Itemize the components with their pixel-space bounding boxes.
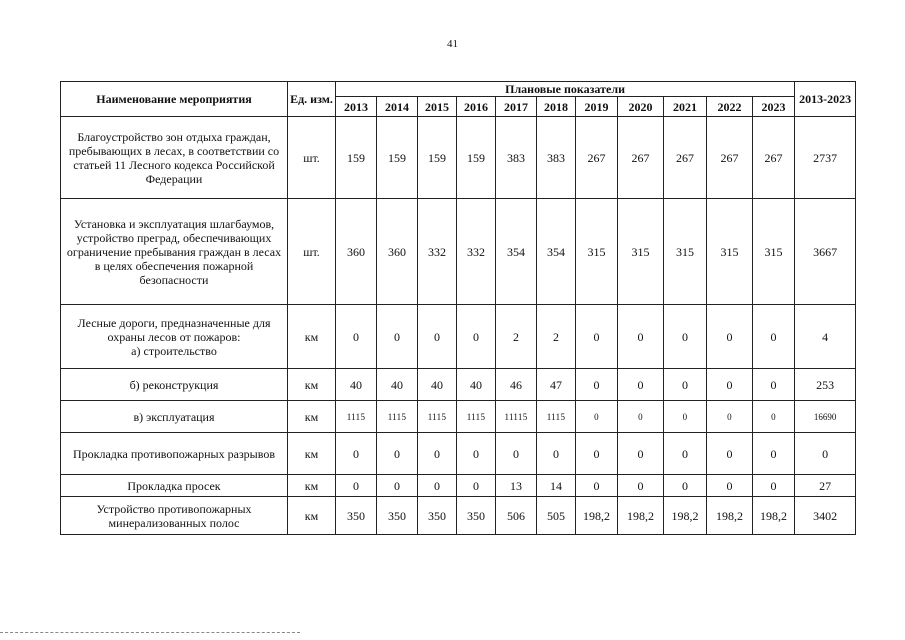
value-cell: 0 [457,305,496,369]
value-cell: 0 [753,401,795,433]
table-row [61,475,856,497]
row-unit: шт. [288,199,336,305]
value-cell: 350 [336,497,377,535]
value-cell: 360 [377,199,418,305]
row-unit: км [288,433,336,475]
value-cell: 315 [618,199,664,305]
value-cell: 0 [418,433,457,475]
value-cell: 0 [753,475,795,497]
value-cell: 0 [576,433,618,475]
value-cell: 0 [664,401,707,433]
table-row [61,199,856,305]
table-row [61,401,856,433]
value-cell: 267 [664,117,707,199]
row-name-text: Установка и эксплуатация шлагбаумов, устройство преград, обеспечивающих ограничение пребывания граждан в лесах в целях обеспечения пожарной безопасности [66,216,282,287]
value-cell: 0 [707,369,753,401]
row-name [61,199,288,305]
total-cell: 27 [795,475,856,497]
row-subname: а) строительство [131,343,217,358]
header-year: 2013 [336,97,377,117]
row-name [61,497,288,535]
value-cell: 383 [496,117,537,199]
row-unit: шт. [288,117,336,199]
header-year: 2019 [576,97,618,117]
table-row [61,117,856,199]
header-year: 2014 [377,97,418,117]
value-cell: 198,2 [664,497,707,535]
row-unit: км [288,305,336,369]
header-year: 2016 [457,97,496,117]
value-cell: 0 [496,433,537,475]
value-cell: 46 [496,369,537,401]
value-cell: 332 [418,199,457,305]
value-cell: 0 [618,401,664,433]
row-name-text: Прокладка противопожарных разрывов [72,446,275,461]
page-number: 41 [447,38,458,50]
value-cell: 506 [496,497,537,535]
value-cell: 267 [707,117,753,199]
value-cell: 1115 [457,401,496,433]
value-cell: 315 [753,199,795,305]
row-name [61,369,288,401]
value-cell: 13 [496,475,537,497]
total-cell: 4 [795,305,856,369]
value-cell: 0 [336,433,377,475]
value-cell: 159 [457,117,496,199]
value-cell: 350 [377,497,418,535]
value-cell: 198,2 [618,497,664,535]
value-cell: 0 [377,475,418,497]
value-cell: 0 [753,433,795,475]
value-cell: 0 [707,305,753,369]
value-cell: 0 [664,369,707,401]
header-year: 2022 [707,97,753,117]
value-cell: 0 [707,433,753,475]
plan-indicators-table [60,81,856,535]
value-cell: 267 [618,117,664,199]
value-cell: 505 [537,497,576,535]
value-cell: 0 [336,475,377,497]
table-row [61,305,856,369]
value-cell: 159 [418,117,457,199]
value-cell: 159 [336,117,377,199]
value-cell: 0 [753,369,795,401]
value-cell: 0 [576,475,618,497]
row-unit: км [288,369,336,401]
row-unit: км [288,401,336,433]
header-year: 2023 [753,97,795,117]
header-name: Наименование мероприятия [61,82,288,117]
value-cell: 0 [618,475,664,497]
value-cell: 0 [457,433,496,475]
row-name-text: в) эксплуатация [133,409,215,424]
value-cell: 40 [377,369,418,401]
value-cell: 315 [576,199,618,305]
row-name [61,117,288,199]
value-cell: 1115 [336,401,377,433]
value-cell: 0 [576,369,618,401]
value-cell: 360 [336,199,377,305]
table-row [61,369,856,401]
row-name [61,475,288,497]
value-cell: 0 [664,475,707,497]
value-cell: 332 [457,199,496,305]
row-name-text: Лесные дороги, предназначенные для охраны лесов от пожаров: [77,315,271,344]
row-name [61,401,288,433]
value-cell: 0 [336,305,377,369]
row-unit: км [288,475,336,497]
value-cell: 0 [664,433,707,475]
value-cell: 11115 [496,401,537,433]
value-cell: 267 [576,117,618,199]
value-cell: 0 [537,433,576,475]
row-name-text: Прокладка просек [127,478,221,493]
value-cell: 0 [377,305,418,369]
value-cell: 0 [707,475,753,497]
value-cell: 14 [537,475,576,497]
value-cell: 0 [418,305,457,369]
total-cell: 253 [795,369,856,401]
value-cell: 198,2 [707,497,753,535]
header-year: 2018 [537,97,576,117]
total-cell: 2737 [795,117,856,199]
header-year: 2020 [618,97,664,117]
value-cell: 315 [707,199,753,305]
value-cell: 354 [496,199,537,305]
value-cell: 2 [537,305,576,369]
total-cell: 0 [795,433,856,475]
row-name-text: Устройство противопожарных минерализованных полос [96,501,252,530]
value-cell: 198,2 [753,497,795,535]
row-unit: км [288,497,336,535]
table-row [61,433,856,475]
header-plan-indicators: Плановые показатели [336,82,795,97]
row-name-text: б) реконструкция [129,377,219,392]
value-cell: 315 [664,199,707,305]
value-cell: 0 [664,305,707,369]
total-cell: 16690 [795,401,856,433]
value-cell: 0 [457,475,496,497]
value-cell: 0 [418,475,457,497]
header-year: 2021 [664,97,707,117]
value-cell: 198,2 [576,497,618,535]
value-cell: 0 [618,305,664,369]
value-cell: 1115 [418,401,457,433]
value-cell: 159 [377,117,418,199]
table-row [61,497,856,535]
value-cell: 354 [537,199,576,305]
header-year: 2017 [496,97,537,117]
value-cell: 350 [418,497,457,535]
value-cell: 40 [336,369,377,401]
value-cell: 0 [707,401,753,433]
row-name-text: Благоустройство зон отдыха граждан, пребывающих в лесах, в соответствии со статьей 11 Лесного кодекса Российской Федерации [68,129,280,186]
value-cell: 40 [418,369,457,401]
value-cell: 40 [457,369,496,401]
value-cell: 0 [576,401,618,433]
value-cell: 47 [537,369,576,401]
value-cell: 0 [618,369,664,401]
value-cell: 383 [537,117,576,199]
header-unit: Ед. изм. [288,82,336,117]
value-cell: 2 [496,305,537,369]
scan-artifact-line [0,632,300,633]
total-cell: 3402 [795,497,856,535]
value-cell: 0 [618,433,664,475]
value-cell: 0 [753,305,795,369]
value-cell: 0 [377,433,418,475]
row-name [61,433,288,475]
value-cell: 350 [457,497,496,535]
header-total: 2013-2023 [795,82,856,117]
value-cell: 0 [576,305,618,369]
total-cell: 3667 [795,199,856,305]
header-year: 2015 [418,97,457,117]
row-name [61,305,288,369]
value-cell: 1115 [377,401,418,433]
value-cell: 267 [753,117,795,199]
value-cell: 1115 [537,401,576,433]
